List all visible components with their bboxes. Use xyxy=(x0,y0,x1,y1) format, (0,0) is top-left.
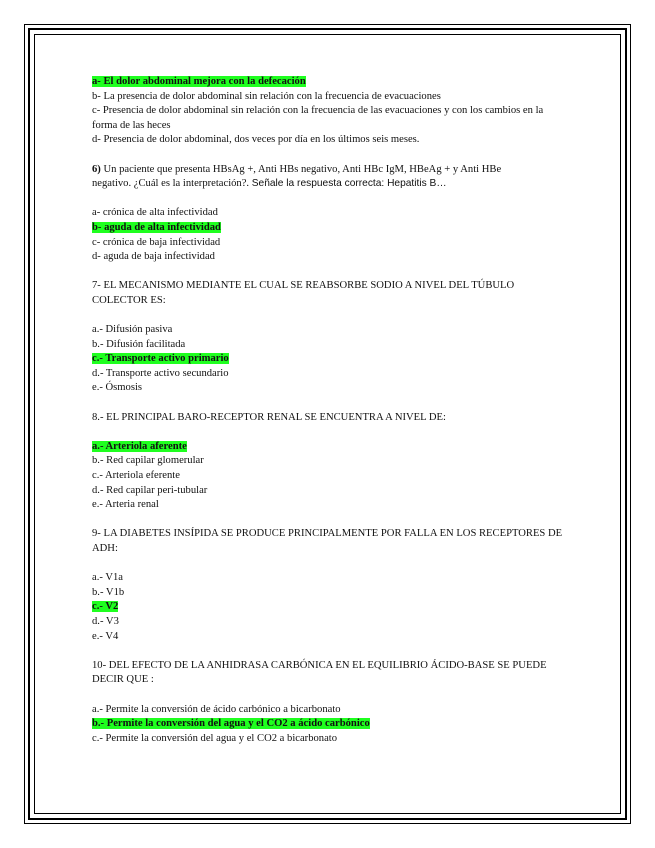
question-6-instruction: Señale la respuesta correcta: Hepatitis B… xyxy=(251,178,447,190)
option-d: d.- Transporte activo secundario xyxy=(92,367,229,379)
option-c: c.- Permite la conversión del agua y el CO2 a bicarbonato xyxy=(92,732,338,744)
option-d: d- Presencia de dolor abdominal, dos veces por día en los últimos seis meses. xyxy=(92,134,420,146)
option-d: d.- V3 xyxy=(92,615,119,627)
option-a: a.- Permite la conversión de ácido carbónico a bicarbonato xyxy=(92,703,341,715)
correct-answer-highlight: c.- V2 xyxy=(92,601,119,613)
correct-answer-highlight: b.- Permite la conversión del agua y el CO2 a ácido carbónico xyxy=(92,718,370,730)
question-7-title: 7- EL MECANISMO MEDIANTE EL CUAL SE REABSORBE SODIO A NIVEL DEL TÚBULO COLECTOR ES: xyxy=(92,280,515,306)
option-c: c- crónica de baja infectividad xyxy=(92,236,221,248)
option-e: e.- Ósmosis xyxy=(92,382,143,394)
question-6-text: 6) Un paciente que presenta HBsAg +, Anti HBs negativo, Anti HBc IgM, HBeAg + y Anti HBe xyxy=(92,163,502,175)
option-a: a.- V1a xyxy=(92,572,123,584)
correct-answer-highlight: a.- Arteriola aferente xyxy=(92,440,187,452)
option-a: a.- Difusión pasiva xyxy=(92,324,173,336)
option-a: a- crónica de alta infectividad xyxy=(92,207,218,219)
option-d: d- aguda de baja infectividad xyxy=(92,251,215,263)
question-6 xyxy=(92,163,566,265)
question-number: 6) xyxy=(92,163,101,175)
option-b: b.- Red capilar glomerular xyxy=(92,455,204,467)
question-10-title: 10- DEL EFECTO DE LA ANHIDRASA CARBÓNICA EN EL EQUILIBRIO ÁCIDO-BASE SE PUEDE DECIR QUE : xyxy=(92,659,547,686)
correct-answer-highlight: c.- Transporte activo primario xyxy=(92,353,229,365)
question-8-title: 8.- EL PRINCIPAL BARO-RECEPTOR RENAL SE ENCUENTRA A NIVEL DE: xyxy=(92,411,446,423)
option-b: b.- V1b xyxy=(92,586,125,598)
option-e: e.- V4 xyxy=(92,630,119,642)
option-e: e.- Arteria renal xyxy=(92,499,159,511)
question-7 xyxy=(92,279,566,396)
question-8 xyxy=(92,411,566,513)
option-c: c- Presencia de dolor abdominal sin relación con la frecuencia de las evacuaciones y con los cambios en la forma de las heces xyxy=(92,105,544,131)
question-5-options xyxy=(92,75,566,148)
option-c: c.- Arteriola eferente xyxy=(92,470,180,482)
correct-answer-highlight: b- aguda de alta infectividad xyxy=(92,221,221,233)
document-body xyxy=(92,75,566,746)
option-d: d.- Red capilar peri-tubular xyxy=(92,484,208,496)
option-b: b- La presencia de dolor abdominal sin relación con la frecuencia de evacuaciones xyxy=(92,90,441,102)
question-6-text-cont: negativo. ¿Cuál es la interpretación?. xyxy=(92,178,252,190)
option-b: b.- Difusión facilitada xyxy=(92,338,186,350)
question-10 xyxy=(92,659,566,747)
question-9-title: 9- LA DIABETES INSÍPIDA SE PRODUCE PRINCIPALMENTE POR FALLA EN LOS RECEPTORES DE ADH: xyxy=(92,528,563,554)
question-9 xyxy=(92,527,566,644)
correct-answer-highlight: a- El dolor abdominal mejora con la defecación xyxy=(92,76,306,87)
